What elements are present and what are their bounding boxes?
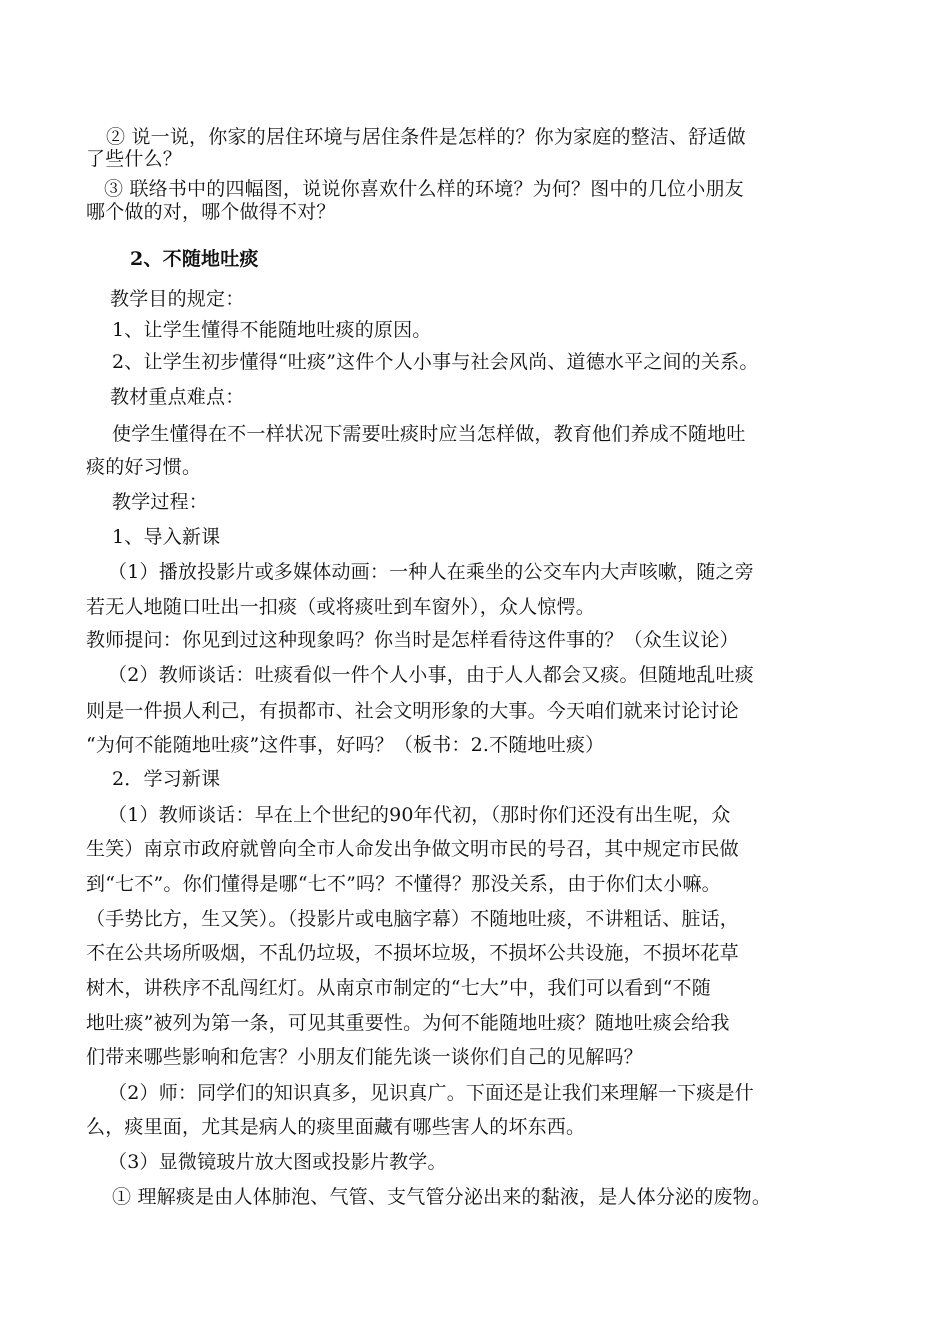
paragraph-line: 则是一件损人利己，有损都市、社会文明形象的大事。今天咱们就来讨论讨论 xyxy=(86,700,739,722)
paragraph-line: 不在公共场所吸烟，不乱仍垃圾，不损坏垃圾，不损坏公共设施，不损坏花草 xyxy=(86,942,739,964)
paragraph-line: 们带来哪些影响和危害？小朋友们能先谈一谈你们自己的见解吗？ xyxy=(86,1046,643,1068)
paragraph-line: 1、让学生懂得不能随地吐痰的原因。 xyxy=(112,319,432,341)
paragraph-line: （2）师：同学们的知识真多，见识真广。下面还是让我们来理解一下痰是什 xyxy=(108,1082,754,1104)
paragraph-line: 2、让学生初步懂得“吐痰”这件个人小事与社会风尚、道德水平之间的关系。 xyxy=(112,351,759,373)
paragraph-line: 教材重点难点： xyxy=(110,386,245,408)
paragraph-line: 地吐痰”被列为第一条，可见其重要性。为何不能随地吐痰？随地吐痰会给我 xyxy=(86,1012,730,1034)
paragraph-line: 教学过程： xyxy=(112,491,209,513)
paragraph-line: “为何不能随地吐痰”这件事，好吗？（板书：2.不随地吐痰） xyxy=(86,734,605,756)
intro-item-2-line-1: ② 说一说，你家的居住环境与居住条件是怎样的？你为家庭的整洁、舒适做 xyxy=(106,126,746,148)
paragraph-line: 到“七不”。你们懂得是哪“七不”吗？不懂得？那没关系，由于你们太小嘛。 xyxy=(86,873,721,895)
paragraph-line: 若无人地随口吐出一扣痰（或将痰吐到车窗外），众人惊愕。 xyxy=(86,596,595,618)
paragraph-line: 教师提问：你见到过这种现象吗？你当时是怎样看待这件事的？（众生议论） xyxy=(86,629,739,651)
paragraph-line: （3）显微镜玻片放大图或投影片教学。 xyxy=(108,1151,447,1173)
paragraph-line: 痰的好习惯。 xyxy=(86,456,202,478)
paragraph-line: 教学目的规定： xyxy=(110,288,245,310)
paragraph-line: 么，痰里面，尤其是病人的痰里面藏有哪些害人的坏东西。 xyxy=(86,1116,586,1138)
paragraph-line: （1）播放投影片或多媒体动画：一种人在乘坐的公交车内大声咳嗽，随之旁 xyxy=(108,561,754,583)
intro-item-3-line-1: ③ 联络书中的四幅图，说说你喜欢什么样的环境？为何？图中的几位小朋友 xyxy=(104,178,744,200)
intro-item-3-line-2: 哪个做的对，哪个做得不对？ xyxy=(86,201,336,223)
paragraph-line: ① 理解痰是由人体肺泡、气管、支气管分泌出来的黏液，是人体分泌的废物。 xyxy=(112,1186,772,1208)
intro-item-2-line-2: 了些什么？ xyxy=(86,148,183,170)
paragraph-line: 2．学习新课 xyxy=(112,768,221,790)
paragraph-line: （2）教师谈话：吐痰看似一件个人小事，由于人人都会又痰。但随地乱吐痰 xyxy=(108,664,754,686)
paragraph-line: 生笑）南京市政府就曾向全市人命发出争做文明市民的号召，其中规定市民做 xyxy=(86,838,739,860)
section-title: 2、不随地吐痰 xyxy=(130,248,259,270)
paragraph-line: （1）教师谈话：早在上个世纪的90年代初，（那时你们还没有出生呢，众 xyxy=(108,804,731,826)
paragraph-line: （手势比方，生又笑）。（投影片或电脑字幕）不随地吐痰，不讲粗话、脏话， xyxy=(86,908,740,930)
paragraph-line: 1、导入新课 xyxy=(112,526,221,548)
paragraph-line: 树木，讲秩序不乱闯红灯。从南京市制定的“七大”中，我们可以看到“不随 xyxy=(86,977,711,999)
paragraph-line: 使学生懂得在不一样状况下需要吐痰时应当怎样做，教育他们养成不随地吐 xyxy=(112,423,746,445)
